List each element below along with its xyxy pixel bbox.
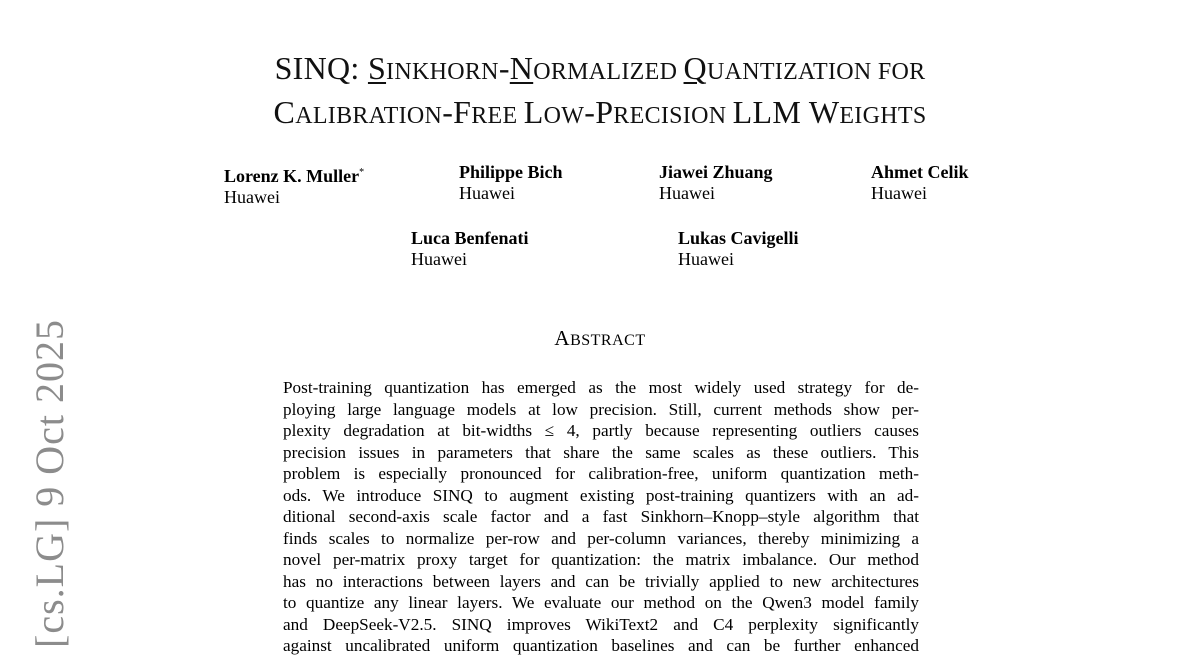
title-segment: ALIBRATION [295, 103, 443, 129]
abstract-line: ods. We introduce SINQ to augment existing post-training quantizers with an ad- [283, 485, 919, 505]
author-name: Lukas Cavigelli [678, 228, 799, 248]
author-affiliation: Huawei [871, 183, 927, 203]
abstract-line: Post-training quantization has emerged as the most widely used strategy for de- [283, 378, 919, 397]
abstract-line: finds scales to normalize per-row and per-column variances, thereby minimizing a [283, 528, 919, 548]
title-segment: - [498, 50, 510, 86]
title-line-1 [0, 48, 1200, 92]
author-block [659, 162, 773, 204]
abstract-line: problem is especially pronounced for calibration-free, uniform quantization meth- [283, 464, 919, 483]
author-name: Luca Benfenati [411, 228, 529, 248]
author-block [871, 162, 969, 204]
author-name: Ahmet Celik [871, 162, 969, 182]
author-block [678, 228, 799, 270]
author-block [459, 162, 563, 204]
abstract-line: novel per-matrix proxy target for quantization: the matrix imbalance. Our method [283, 550, 919, 569]
title-segment: REE [471, 103, 524, 129]
title-segment: RECISION [613, 103, 733, 129]
title-segment: -P [584, 94, 614, 130]
author-affiliation: Huawei [411, 249, 467, 269]
abstract-line: and DeepSeek-V2.5. SINQ improves WikiText2 and C4 perplexity significantly [283, 614, 919, 634]
title-segment: -F [442, 94, 472, 130]
title-segment: S [367, 50, 387, 86]
author-affiliation: Huawei [459, 183, 515, 203]
paper-title [0, 48, 1200, 136]
abstract-body [283, 377, 919, 657]
abstract-line: ditional second-axis scale factor and a fast Sinkhorn–Knopp–style algorithm that [283, 507, 919, 526]
title-segment: EIGHTS [839, 103, 927, 129]
author-name: Philippe Bich [459, 162, 563, 182]
title-segment: Q [683, 50, 707, 86]
title-segment: UANTIZATION FOR [706, 59, 926, 85]
abstract-heading-initial: A [554, 326, 571, 350]
abstract-heading-rest: BSTRACT [570, 332, 646, 349]
title-segment: N [509, 50, 534, 86]
abstract-line: against uncalibrated uniform quantization baselines and can be further enhanced [283, 636, 919, 655]
title-segment: INKHORN [386, 59, 499, 85]
title-line-2 [0, 92, 1200, 136]
title-segment: ORMALIZED [533, 59, 684, 85]
abstract-line: plexity degradation at bit-widths ≤ 4, partly because representing outliers causes [283, 421, 919, 440]
abstract-line: has no interactions between layers and can be trivially applied to new architectures [283, 571, 919, 591]
title-segment: L [523, 94, 544, 130]
abstract-heading [0, 326, 1200, 351]
author-block [224, 162, 364, 208]
arxiv-side-stamp: [cs.LG] 9 Oct 2025 [27, 318, 72, 648]
corresponding-author-mark: * [359, 167, 365, 178]
abstract-line: precision issues in parameters that share the same scales as these outliers. This [283, 442, 919, 462]
title-segment: SINQ: [274, 50, 368, 86]
abstract-line: ploying large language models at low precision. Still, current methods show per- [283, 399, 919, 419]
author-name: Lorenz K. Muller* [224, 166, 365, 186]
title-segment: C [273, 94, 296, 130]
author-block [411, 228, 529, 270]
author-name: Jiawei Zhuang [659, 162, 773, 182]
title-segment: LLM W [732, 94, 840, 130]
author-affiliation: Huawei [678, 249, 734, 269]
abstract-line: to quantize any linear layers. We evaluate our method on the Qwen3 model family [283, 593, 919, 612]
author-affiliation: Huawei [224, 187, 280, 207]
author-affiliation: Huawei [659, 183, 715, 203]
title-segment: OW [543, 103, 585, 129]
